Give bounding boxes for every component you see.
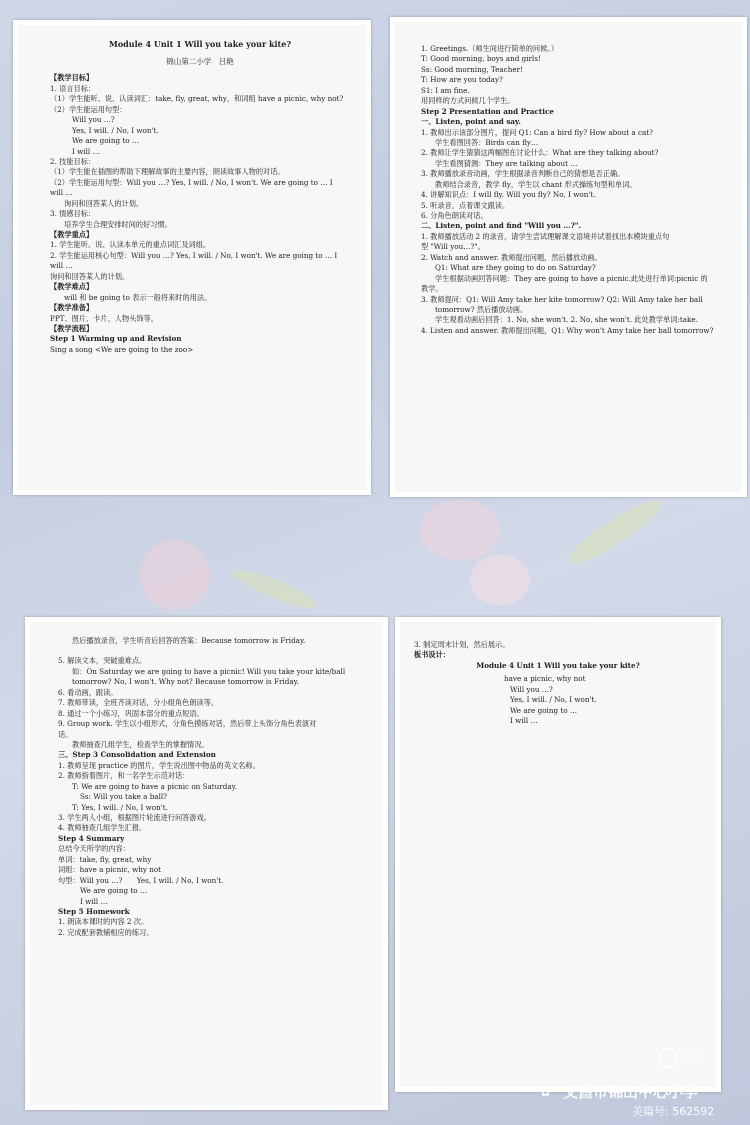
flower-petal-decoration [420,500,500,560]
text-line: （2）学生能运用句型： [50,104,127,114]
text-line: 4. 教师抽查几组学生汇报。 [58,823,147,833]
text-line: 1. Greetings.（师生间进行简单的问候。） [421,44,559,53]
text-line: I will … [510,716,538,726]
document-page-1 [13,20,371,495]
text-line: 然后播放录音，学生听音后回答的答案：Because tomorrow is Friday. [72,636,306,645]
section-heading: Step 1 Warming up and Revision [50,334,182,344]
leaf-decoration [230,565,321,613]
flower-petal-decoration [470,555,530,605]
text-line: 单词：take, fly, great, why [58,854,152,864]
text-line: will 和 be going to 表示一般将来时的用法。 [64,292,212,302]
document-page-4 [395,617,721,1092]
flower-petal-decoration [140,540,210,610]
text-line: 1. 教师呈现 practice 的图片，学生说出图中物品的英文名称。 [58,760,260,770]
text-line: T: How are you today? [421,75,503,85]
text-line: tomorrow? No, I won't. Why not? Because tomorrow is Friday. [72,677,300,687]
text-line: I will … [72,146,100,156]
text-line: 5. 听录音，点着课文跟读。 [421,200,510,210]
section-heading: 一、Listen, point and say. [421,117,521,127]
watermark-brand: 美篇 [678,1049,706,1065]
text-line: 6. 分角色朗读对话。 [421,211,488,220]
page-title: Module 4 Unit 1 Will you take your kite? [108,39,291,49]
text-line: 4. 讲解知识点：I will fly. Will you fly? No, I won't. [421,190,596,200]
text-line: Yes, I will. / No, I won't. [510,695,597,705]
text-line: Q1: What are they going to do on Saturday? [435,263,596,273]
text-line: Will you …? [510,684,553,694]
text-line: 学生根据动画回答问题：They are going to have a picnic.此处进行单词:picnic 的 [435,273,708,283]
text-line: 教学。 [421,284,443,294]
document-page-3 [25,617,388,1110]
text-line: Ss: Will you take a ball? [80,792,168,802]
text-line: have a picnic, why not [504,674,586,684]
text-line: We are going to … [80,886,148,896]
text-line: 6. 看动画，跟读。 [58,687,118,697]
section-heading: Step 5 Homework [58,906,130,916]
text-line: We are going to … [510,705,578,715]
text-line: 7. 教师带读，全班齐读对话，分小组角色朗读等。 [58,698,219,708]
text-line: 话。 [58,729,73,739]
text-line: 9. Group work. 学生以小组形式，分角色摸练对话，然后带上头饰分角色表演对 [58,719,317,729]
text-line: I will … [80,896,108,906]
text-line: 3. 制定周末计划，然后展示。 [414,640,510,649]
text-line: T: We are going to have a picnic on Saturday. [72,781,238,791]
author-line: 锦山第二小学 吕艳 [166,56,234,66]
text-line: 如：On Saturday we are going to have a picnic! Will you take your kite/ball [72,666,346,676]
text-line: will … [50,261,73,271]
text-line: Sing a song <We are going to the zoo> [50,344,194,354]
text-line: 用同样的方式问候几个学生。 [421,96,515,106]
text-line: 1. 教师出示该部分图片，提问 Q1: Can a bird fly? How about a cat? [421,127,654,137]
text-line: 询问和回答某人的计划。 [64,198,144,208]
text-line: T: Yes, I will. / No, I won't. [72,802,168,812]
text-line: 2. Watch and answer. 教师提出问题，然后播放动画。 [421,252,602,262]
watermark-source: 文昌市锦山中心小学 [563,1083,699,1101]
section-heading: Step 2 Presentation and Practice [421,106,554,116]
text-line: PPT、图片、卡片、人物头饰等。 [50,313,158,323]
text-line: （2）学生能运用句型：Will you …? Yes, I will. / No, I won't. We are going to … I [50,177,333,187]
text-line: 4. Listen and answer. 教师提出问题，Q1: Why won't Amy take her ball tomorrow? [421,325,714,335]
text-line: （1）学生能听、说、认读词汇：take, fly, great, why，和词组 have a picnic, why not? [50,94,344,104]
text-line: 1. 教师播放活动 2 的录音，请学生尝试理解课文语境并试着找出本模块重点句 [421,231,670,241]
text-line: 词组：have a picnic, why not [58,865,162,875]
text-line: 型 "Will you…?"。 [421,242,485,252]
text-line: Will you …? [72,115,115,125]
text-line: Module 4 Unit 1 Will you take your kite? [476,660,640,670]
text-line: Ss: Good morning, Teacher! [421,64,523,74]
text-line: Yes, I will. / No, I won't. [72,125,159,135]
text-line [58,646,369,656]
section-heading: 【教学流程】 [50,323,94,333]
section-heading: 【教学准备】 [50,303,94,313]
text-line: 3. 教师播放录音动画，学生根据录音判断自己的猜想是否正确。 [421,169,625,179]
section-heading: 【教学重点】 [50,230,94,240]
document-page-2 [390,17,747,497]
text-line: 学生看图猜测：They are talking about … [435,158,578,168]
text-line: 2. 教师让学生猜猜这两幅图在讨论什么：What are they talking about? [421,148,659,158]
text-line: 培养学生合理安排时间的好习惯。 [64,219,172,229]
text-line: 1. 语言目标： [50,83,96,93]
text-line: 总结今天所学的内容： [58,844,130,854]
section-heading: 【教学目标】 [50,73,94,83]
section-heading: 【教学难点】 [50,282,94,292]
text-line: 2. 教师指着图片，和一名学生示范对话： [58,771,190,781]
text-line: 3. 学生两人小组，根据图片轮流进行问答游戏。 [58,813,211,822]
text-line: 8. 通过一个小练习，巩固本部分的重点短语。 [58,708,204,718]
text-line: 询问和回答某人的计划。 [50,271,130,281]
text-line: 5. 解读文本，突破重难点。 [58,656,147,666]
section-heading: 二、Listen, point and find "Will you …?". [421,221,582,231]
section-heading: 板书设计： [414,650,450,660]
text-line: 教师结合录音，教学 fly，学生以 chant 形式操练句型和单词。 [435,179,637,189]
watermark-id: 美篇号: 562592 [632,1105,715,1118]
text-line: 学生观看动画后回答：1. No, she won't. 2. No, she won't. 此处教学单词:take. [435,315,698,325]
text-line: 教师抽查几组学生，检查学生的掌握情况。 [72,739,209,749]
text-line: tomorrow? 然后播放动画。 [435,304,528,314]
wechat-icon: ✿ [540,1085,551,1100]
text-line: 3. 情感目标： [50,209,96,219]
text-line: will … [50,188,73,198]
text-line: 2. 学生能运用核心句型：Will you …? Yes, I will. / No, I won't. We are going to … I [50,250,338,260]
text-line: （1）学生能在插图的帮助下理解故事的主要内容，朗读故事人物的对话。 [50,167,285,177]
text-line: 句型：Will you …? Yes, I will. / No, I won't. [58,875,224,885]
text-line: 1. 学生能听、说、认读本单元的重点词汇及词组。 [50,240,211,250]
text-line: 学生看图回答：Birds can fly… [435,137,539,147]
text-line: 2. 技能目标： [50,156,96,166]
text-line: S1: I am fine. [421,85,470,95]
meipian-logo-icon [658,1048,678,1068]
text-line: 1. 朗读本课时的内容 2 次。 [58,917,149,927]
section-heading: Step 4 Summary [58,833,125,843]
leaf-decoration [563,491,667,574]
text-line: 3. 教师提问：Q1: Will Amy take her kite tomorrow? Q2: Will Amy take her ball [421,294,703,304]
text-line: 2. 完成配套教辅相应的练习。 [58,927,154,937]
section-heading: 三、Step 3 Consolidation and Extension [58,750,216,760]
text-line: T: Good morning, boys and girls! [421,54,541,64]
text-line: We are going to … [72,136,140,146]
